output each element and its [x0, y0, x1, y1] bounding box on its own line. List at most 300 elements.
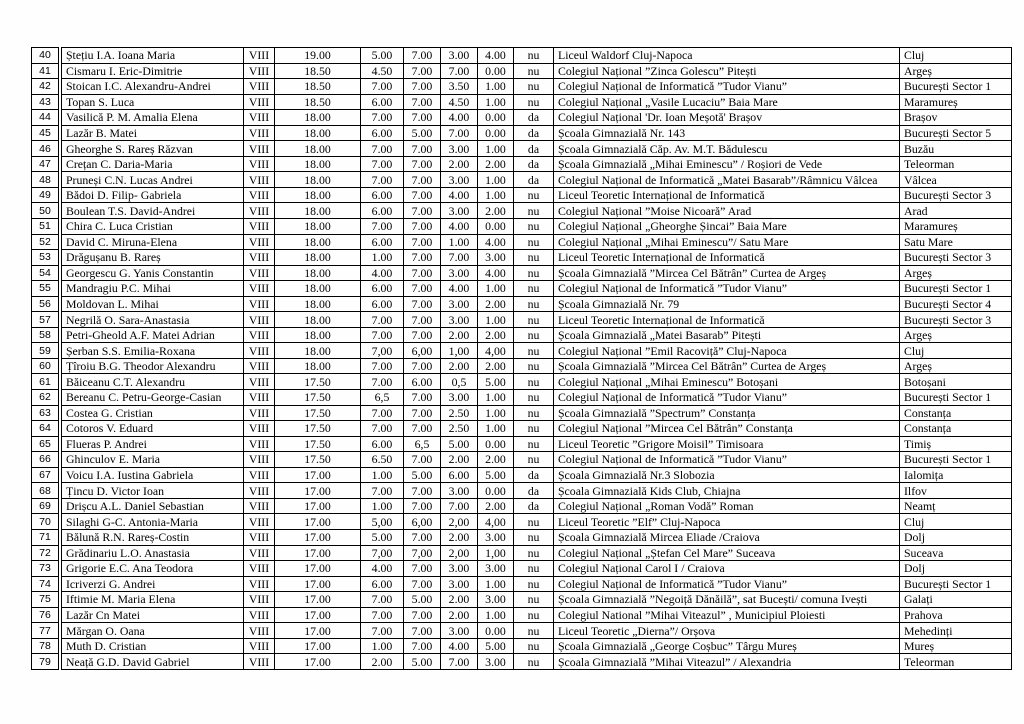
cell-score-2: 7.00 [404, 483, 441, 499]
cell-score-1: 5.00 [361, 529, 404, 545]
cell-da-nu: nu [514, 390, 554, 406]
cell-grade: VIII [244, 156, 275, 172]
cell-school: Colegiul Național ”Emil Racoviță” Cluj-Napoca [554, 343, 900, 359]
cell-score-3: 2.00 [441, 592, 478, 608]
cell-total-score: 18.00 [275, 250, 361, 266]
table-row-number [32, 405, 59, 421]
table-row [62, 250, 1012, 266]
cell-score-1: 4.50 [361, 63, 404, 79]
cell-student-name: Cotoros V. Eduard [62, 421, 244, 437]
cell-school: Colegiul Național „Mihai Eminescu”/ Satu Mare [554, 234, 900, 250]
cell-score-4: 1.00 [478, 390, 514, 406]
cell-row-number: 70 [32, 514, 59, 530]
table-row [62, 203, 1012, 219]
cell-total-score: 17.50 [275, 405, 361, 421]
cell-score-3: 3.00 [441, 390, 478, 406]
cell-da-nu: da [514, 110, 554, 126]
cell-grade: VIII [244, 94, 275, 110]
cell-student-name: Bădoi D. Filip- Gabriela [62, 187, 244, 203]
cell-score-4: 1.00 [478, 421, 514, 437]
cell-county: București Sector 1 [900, 452, 1012, 468]
table-row [62, 654, 1012, 670]
cell-row-number: 47 [32, 156, 59, 172]
cell-grade: VIII [244, 436, 275, 452]
cell-grade: VIII [244, 343, 275, 359]
table-row-number [32, 467, 59, 483]
cell-da-nu: nu [514, 281, 554, 297]
cell-grade: VIII [244, 172, 275, 188]
cell-student-name: Iftimie M. Maria Elena [62, 592, 244, 608]
cell-score-2: 7.00 [404, 281, 441, 297]
cell-score-4: 3.00 [478, 592, 514, 608]
cell-da-nu: da [514, 141, 554, 157]
cell-score-4: 0.00 [478, 436, 514, 452]
cell-score-2: 7.00 [404, 79, 441, 95]
cell-student-name: Țîroiu B.G. Theodor Alexandru [62, 358, 244, 374]
cell-da-nu: nu [514, 312, 554, 328]
cell-grade: VIII [244, 452, 275, 468]
table-row [62, 436, 1012, 452]
cell-score-1: 4.00 [361, 561, 404, 577]
table-row [62, 281, 1012, 297]
cell-school: Școala Gimnazială „Mihai Eminescu” / Roșiori de Vede [554, 156, 900, 172]
cell-score-3: 7.00 [441, 498, 478, 514]
cell-grade: VIII [244, 529, 275, 545]
cell-score-1: 5,00 [361, 514, 404, 530]
cell-score-2: 5.00 [404, 654, 441, 670]
cell-score-2: 7.00 [404, 607, 441, 623]
cell-score-2: 7.00 [404, 265, 441, 281]
cell-school: Colegiul Național Carol I / Craiova [554, 561, 900, 577]
cell-score-3: 4.00 [441, 638, 478, 654]
cell-score-4: 2.00 [478, 358, 514, 374]
table-row [62, 79, 1012, 95]
cell-da-nu: nu [514, 358, 554, 374]
cell-school: Școala Gimnazială „Matei Basarab” Pitești [554, 327, 900, 343]
table-row-number [32, 63, 59, 79]
cell-score-1: 7.00 [361, 312, 404, 328]
cell-score-2: 6.00 [404, 374, 441, 390]
cell-score-1: 7.00 [361, 607, 404, 623]
cell-score-4: 0.00 [478, 483, 514, 499]
cell-county: Argeș [900, 358, 1012, 374]
cell-total-score: 17.00 [275, 592, 361, 608]
cell-score-2: 7.00 [404, 358, 441, 374]
cell-score-1: 7.00 [361, 483, 404, 499]
cell-score-3: 3.00 [441, 48, 478, 64]
cell-county: Cluj [900, 514, 1012, 530]
cell-score-2: 7.00 [404, 296, 441, 312]
table-row [62, 156, 1012, 172]
cell-grade: VIII [244, 592, 275, 608]
cell-row-number: 40 [32, 48, 59, 64]
cell-score-4: 1.00 [478, 281, 514, 297]
cell-student-name: Costea G. Cristian [62, 405, 244, 421]
table-row [62, 514, 1012, 530]
cell-score-1: 6.00 [361, 94, 404, 110]
table-row-number [32, 79, 59, 95]
cell-score-1: 6.50 [361, 452, 404, 468]
cell-da-nu: nu [514, 654, 554, 670]
cell-school: Colegiul Național ”Zinca Golescu” Pitești [554, 63, 900, 79]
cell-school: Școala Gimnazială ”Mircea Cel Bătrân” Curtea de Argeș [554, 358, 900, 374]
table-row [62, 467, 1012, 483]
cell-score-2: 7.00 [404, 234, 441, 250]
cell-grade: VIII [244, 125, 275, 141]
cell-total-score: 18.00 [275, 187, 361, 203]
cell-grade: VIII [244, 234, 275, 250]
cell-score-3: 2.50 [441, 405, 478, 421]
cell-score-1: 7,00 [361, 545, 404, 561]
cell-score-2: 7.00 [404, 156, 441, 172]
cell-score-4: 4.00 [478, 48, 514, 64]
cell-total-score: 18.00 [275, 141, 361, 157]
cell-score-3: 4.00 [441, 281, 478, 297]
cell-total-score: 18.00 [275, 172, 361, 188]
cell-row-number: 74 [32, 576, 59, 592]
cell-grade: VIII [244, 405, 275, 421]
cell-school: Școala Gimnazială Kids Club, Chiajna [554, 483, 900, 499]
cell-score-3: 1,00 [441, 343, 478, 359]
cell-da-nu: nu [514, 296, 554, 312]
table-row-number [32, 281, 59, 297]
cell-county: Dolj [900, 561, 1012, 577]
cell-county: Mehedinți [900, 623, 1012, 639]
cell-row-number: 68 [32, 483, 59, 499]
cell-student-name: Moldovan L. Mihai [62, 296, 244, 312]
cell-da-nu: nu [514, 529, 554, 545]
cell-score-1: 6.00 [361, 234, 404, 250]
cell-total-score: 17.00 [275, 561, 361, 577]
cell-total-score: 17.00 [275, 638, 361, 654]
cell-score-4: 1.00 [478, 172, 514, 188]
cell-total-score: 17.00 [275, 483, 361, 499]
cell-score-1: 6.00 [361, 576, 404, 592]
cell-student-name: Pruneși C.N. Lucas Andrei [62, 172, 244, 188]
cell-grade: VIII [244, 265, 275, 281]
cell-student-name: Drăgușanu B. Rareș [62, 250, 244, 266]
cell-score-2: 6,00 [404, 343, 441, 359]
cell-score-4: 5.00 [478, 374, 514, 390]
cell-score-2: 7.00 [404, 250, 441, 266]
cell-score-4: 1.00 [478, 312, 514, 328]
table-row-number [32, 561, 59, 577]
cell-county: Vâlcea [900, 172, 1012, 188]
cell-grade: VIII [244, 654, 275, 670]
cell-score-3: 2.00 [441, 156, 478, 172]
table-row [62, 452, 1012, 468]
cell-county: Cluj [900, 343, 1012, 359]
cell-score-3: 2.00 [441, 607, 478, 623]
cell-school: Școala Gimnazială Mircea Eliade /Craiova [554, 529, 900, 545]
table-row [62, 421, 1012, 437]
cell-row-number: 44 [32, 110, 59, 126]
cell-grade: VIII [244, 374, 275, 390]
cell-total-score: 18.00 [275, 265, 361, 281]
cell-school: Colegiul Național „Ștefan Cel Mare” Suceava [554, 545, 900, 561]
cell-score-1: 1.00 [361, 467, 404, 483]
cell-score-3: 7.00 [441, 654, 478, 670]
cell-total-score: 18.00 [275, 110, 361, 126]
table-row [62, 529, 1012, 545]
cell-county: Suceava [900, 545, 1012, 561]
cell-total-score: 18.00 [275, 219, 361, 235]
cell-school: Liceul Teoretic Internațional de Informatică [554, 312, 900, 328]
cell-da-nu: nu [514, 576, 554, 592]
cell-total-score: 17.00 [275, 467, 361, 483]
cell-school: Colegiul Național de Informatică ”Tudor Vianu” [554, 576, 900, 592]
cell-student-name: Petri-Gheold A.F. Matei Adrian [62, 327, 244, 343]
cell-score-3: 3.00 [441, 296, 478, 312]
cell-row-number: 63 [32, 405, 59, 421]
cell-total-score: 17.50 [275, 421, 361, 437]
cell-total-score: 18.50 [275, 94, 361, 110]
cell-row-number: 77 [32, 623, 59, 639]
cell-score-2: 7.00 [404, 576, 441, 592]
table-row [62, 63, 1012, 79]
cell-score-3: 3.00 [441, 265, 478, 281]
cell-row-number: 76 [32, 607, 59, 623]
cell-da-nu: da [514, 125, 554, 141]
cell-score-2: 7.00 [404, 529, 441, 545]
table-row-number [32, 483, 59, 499]
cell-grade: VIII [244, 483, 275, 499]
cell-row-number: 52 [32, 234, 59, 250]
cell-row-number: 42 [32, 79, 59, 95]
cell-grade: VIII [244, 296, 275, 312]
cell-total-score: 18.00 [275, 156, 361, 172]
cell-score-4: 1.00 [478, 79, 514, 95]
cell-school: Școala Gimnazială ”Negoiță Dănăilă”, sat Bucești/ comuna Ivești [554, 592, 900, 608]
table-row-number [32, 576, 59, 592]
cell-student-name: Șerban S.S. Emilia-Roxana [62, 343, 244, 359]
cell-score-2: 7.00 [404, 312, 441, 328]
cell-da-nu: nu [514, 265, 554, 281]
cell-school: Colegiul National ”Mihai Viteazul” , Municipiul Ploiesti [554, 607, 900, 623]
cell-total-score: 17.50 [275, 452, 361, 468]
cell-total-score: 17.00 [275, 654, 361, 670]
cell-total-score: 18.00 [275, 358, 361, 374]
cell-school: Colegiul Național de Informatică ”Tudor Vianu” [554, 79, 900, 95]
cell-da-nu: nu [514, 187, 554, 203]
cell-score-4: 3.00 [478, 250, 514, 266]
cell-county: Argeș [900, 265, 1012, 281]
cell-county: Neamț [900, 498, 1012, 514]
cell-total-score: 18.50 [275, 63, 361, 79]
cell-student-name: Drișcu A.L. Daniel Sebastian [62, 498, 244, 514]
table-row [62, 623, 1012, 639]
cell-row-number: 71 [32, 529, 59, 545]
table-row-number [32, 125, 59, 141]
cell-score-2: 7.00 [404, 638, 441, 654]
cell-score-1: 1.00 [361, 638, 404, 654]
cell-county: Teleorman [900, 156, 1012, 172]
table-row-number [32, 358, 59, 374]
cell-school: Liceul Teoretic ”Grigore Moisil” Timisoara [554, 436, 900, 452]
cell-row-number: 54 [32, 265, 59, 281]
table-row [62, 234, 1012, 250]
cell-school: Colegiul Național 'Dr. Ioan Meșotă' Brașov [554, 110, 900, 126]
cell-score-1: 7,00 [361, 343, 404, 359]
cell-grade: VIII [244, 250, 275, 266]
cell-total-score: 18.00 [275, 327, 361, 343]
cell-da-nu: nu [514, 607, 554, 623]
cell-county: București Sector 1 [900, 390, 1012, 406]
cell-student-name: Mărgan O. Oana [62, 623, 244, 639]
table-row [62, 374, 1012, 390]
cell-row-number: 64 [32, 421, 59, 437]
cell-score-3: 7.00 [441, 125, 478, 141]
cell-county: Buzău [900, 141, 1012, 157]
cell-da-nu: nu [514, 452, 554, 468]
cell-row-number: 65 [32, 436, 59, 452]
cell-total-score: 17.00 [275, 529, 361, 545]
cell-total-score: 18.50 [275, 79, 361, 95]
cell-score-3: 3.00 [441, 203, 478, 219]
cell-student-name: Cismaru I. Eric-Dimitrie [62, 63, 244, 79]
cell-student-name: Gheorghe S. Rareș Răzvan [62, 141, 244, 157]
cell-county: Satu Mare [900, 234, 1012, 250]
cell-row-number: 66 [32, 452, 59, 468]
cell-score-4: 5.00 [478, 467, 514, 483]
table-row-number [32, 421, 59, 437]
cell-score-3: 3.00 [441, 576, 478, 592]
cell-county: Teleorman [900, 654, 1012, 670]
cell-score-4: 4,00 [478, 514, 514, 530]
table-row [62, 172, 1012, 188]
table-row [62, 219, 1012, 235]
results-table [61, 47, 1012, 670]
cell-student-name: Lazăr B. Matei [62, 125, 244, 141]
cell-score-4: 1.00 [478, 576, 514, 592]
cell-student-name: Muth D. Cristian [62, 638, 244, 654]
cell-county: București Sector 5 [900, 125, 1012, 141]
table-row-number [32, 48, 59, 64]
cell-student-name: Flueras P. Andrei [62, 436, 244, 452]
cell-score-3: 2.00 [441, 529, 478, 545]
cell-row-number: 58 [32, 327, 59, 343]
cell-score-2: 7.00 [404, 48, 441, 64]
table-row-number [32, 343, 59, 359]
cell-da-nu: nu [514, 545, 554, 561]
cell-total-score: 17.50 [275, 390, 361, 406]
cell-county: Arad [900, 203, 1012, 219]
cell-score-2: 5.00 [404, 467, 441, 483]
cell-row-number: 51 [32, 219, 59, 235]
cell-score-1: 7.00 [361, 327, 404, 343]
cell-county: Maramureș [900, 94, 1012, 110]
cell-county: București Sector 4 [900, 296, 1012, 312]
cell-da-nu: nu [514, 79, 554, 95]
cell-grade: VIII [244, 623, 275, 639]
cell-score-1: 4.00 [361, 265, 404, 281]
cell-score-4: 4.00 [478, 234, 514, 250]
cell-score-2: 7.00 [404, 187, 441, 203]
cell-grade: VIII [244, 219, 275, 235]
cell-score-4: 1.00 [478, 405, 514, 421]
cell-total-score: 17.00 [275, 623, 361, 639]
cell-row-number: 55 [32, 281, 59, 297]
table-row-number [32, 219, 59, 235]
cell-row-number: 50 [32, 203, 59, 219]
table-row [62, 607, 1012, 623]
cell-score-4: 2.00 [478, 452, 514, 468]
cell-total-score: 17.50 [275, 436, 361, 452]
cell-da-nu: nu [514, 514, 554, 530]
cell-student-name: Băiceanu C.T. Alexandru [62, 374, 244, 390]
cell-score-3: 4.00 [441, 187, 478, 203]
cell-score-2: 6,5 [404, 436, 441, 452]
cell-school: Liceul Teoretic Internațional de Informatică [554, 250, 900, 266]
table-row-number [32, 327, 59, 343]
cell-da-nu: nu [514, 48, 554, 64]
cell-grade: VIII [244, 203, 275, 219]
table-row [62, 561, 1012, 577]
table-row [62, 312, 1012, 328]
cell-school: Școala Gimnazială ”Mihai Viteazul” / Alexandria [554, 654, 900, 670]
table-row-number [32, 545, 59, 561]
table-row-number [32, 498, 59, 514]
cell-county: București Sector 3 [900, 250, 1012, 266]
cell-da-nu: nu [514, 592, 554, 608]
cell-score-1: 7.00 [361, 421, 404, 437]
cell-score-4: 2.00 [478, 327, 514, 343]
cell-student-name: Neață G.D. David Gabriel [62, 654, 244, 670]
cell-da-nu: nu [514, 561, 554, 577]
cell-student-name: Chira C. Luca Cristian [62, 219, 244, 235]
table-row [62, 358, 1012, 374]
cell-county: Cluj [900, 48, 1012, 64]
cell-score-1: 7.00 [361, 358, 404, 374]
cell-score-3: 3.00 [441, 561, 478, 577]
cell-da-nu: nu [514, 421, 554, 437]
cell-school: Liceul Teoretic „Dierna”/ Orșova [554, 623, 900, 639]
cell-total-score: 18.00 [275, 296, 361, 312]
cell-da-nu: da [514, 498, 554, 514]
table-row [62, 141, 1012, 157]
cell-score-4: 4,00 [478, 343, 514, 359]
cell-student-name: Lazăr Cn Matei [62, 607, 244, 623]
cell-score-3: 2,00 [441, 514, 478, 530]
cell-total-score: 17.00 [275, 576, 361, 592]
cell-score-1: 7.00 [361, 219, 404, 235]
cell-row-number: 61 [32, 374, 59, 390]
cell-da-nu: nu [514, 327, 554, 343]
cell-da-nu: da [514, 156, 554, 172]
cell-row-number: 75 [32, 592, 59, 608]
cell-county: Argeș [900, 63, 1012, 79]
cell-school: Școala Gimnazială ”Mircea Cel Bătrân” Curtea de Argeș [554, 265, 900, 281]
cell-student-name: Crețan C. Daria-Maria [62, 156, 244, 172]
cell-total-score: 18.00 [275, 234, 361, 250]
cell-county: București Sector 1 [900, 79, 1012, 95]
cell-county: Botoșani [900, 374, 1012, 390]
cell-school: Școala Gimnazială Nr. 143 [554, 125, 900, 141]
cell-total-score: 18.00 [275, 343, 361, 359]
cell-grade: VIII [244, 281, 275, 297]
table-row-number [32, 607, 59, 623]
cell-school: Colegiul Național de Informatică ”Tudor Vianu” [554, 281, 900, 297]
cell-student-name: Bălună R.N. Rareș-Costin [62, 529, 244, 545]
cell-row-number: 73 [32, 561, 59, 577]
cell-score-1: 7.00 [361, 405, 404, 421]
cell-da-nu: da [514, 467, 554, 483]
cell-score-2: 7.00 [404, 390, 441, 406]
table-row-number [32, 390, 59, 406]
cell-total-score: 18.00 [275, 281, 361, 297]
cell-score-2: 7.00 [404, 110, 441, 126]
cell-score-1: 7.00 [361, 79, 404, 95]
